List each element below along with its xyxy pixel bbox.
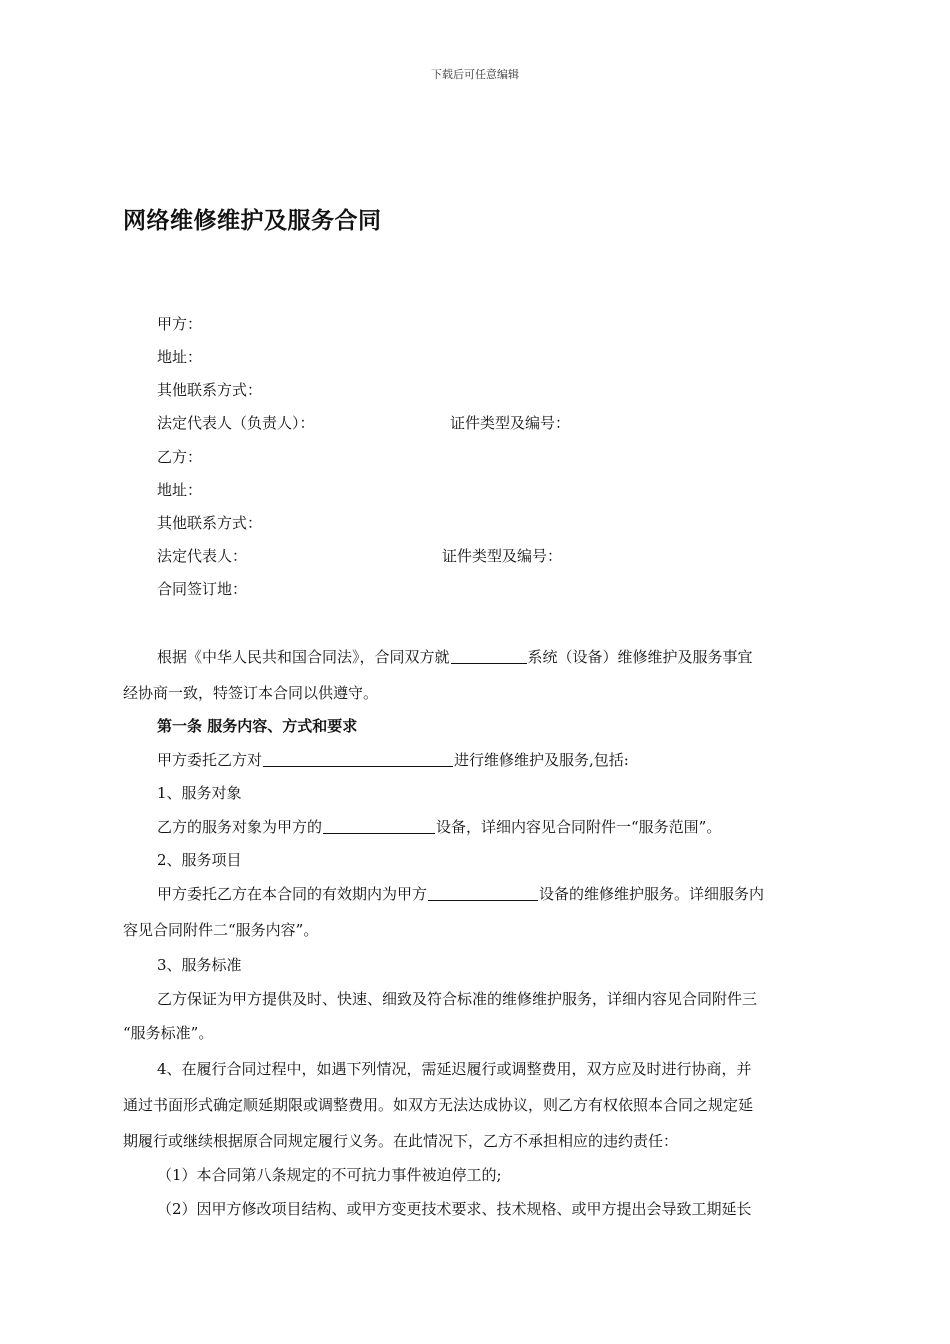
equipment-blank — [428, 885, 538, 901]
article-1-heading: 第一条 服务内容、方式和要求 — [157, 717, 358, 735]
system-blank — [451, 648, 527, 664]
item-4-text-3: 期履行或继续根据原合同规定履行义务。在此情况下，乙方不承担相应的违约责任： — [123, 1132, 679, 1150]
intro-line-2: 经协商一致，特签订本合同以供遵守。 — [123, 684, 379, 702]
item-1-title: 1、服务对象 — [157, 784, 242, 802]
party-a-label: 甲方： — [157, 315, 203, 333]
item-1-text: 乙方的服务对象为甲方的 设备，详细内容见合同附件一“服务范围”。 — [157, 818, 722, 836]
item-4-text-2: 通过书面形式确定顺延期限或调整费用。如双方无法达成协议，则乙方有权依照本合同之规定延 — [123, 1096, 754, 1114]
item-2-text-cont: 容见合同附件二“服务内容”。 — [123, 921, 319, 939]
item-2-text: 甲方委托乙方在本合同的有效期内为甲方 设备的维修维护服务。详细服务内 — [157, 885, 765, 903]
address-b-label: 地址： — [157, 481, 203, 499]
rep-b-label: 法定代表人： — [157, 547, 248, 565]
party-b-label: 乙方： — [157, 448, 203, 466]
entrust-line: 甲方委托乙方对 进行维修维护及服务,包括: — [157, 751, 629, 769]
sub-item-2: （2）因甲方修改项目结构、或甲方变更技术要求、技术规格、或甲方提出会导致工期延长 — [157, 1200, 752, 1218]
entrust-blank — [263, 751, 453, 767]
item-3-title: 3、服务标准 — [157, 956, 242, 974]
id-a-label: 证件类型及编号： — [450, 414, 571, 432]
item-2-title: 2、服务项目 — [157, 851, 242, 869]
sub-item-1: （1）本合同第八条规定的不可抗力事件被迫停工的; — [157, 1166, 502, 1184]
contact-a-label: 其他联系方式： — [157, 381, 263, 399]
item-3-text-cont: “服务标准”。 — [123, 1024, 214, 1042]
id-b-label: 证件类型及编号： — [442, 547, 563, 565]
object-blank — [323, 818, 435, 834]
item-4-text: 4、在履行合同过程中，如遇下列情况，需延迟履行或调整费用，双方应及时进行协商，并 — [157, 1060, 752, 1078]
rep-a-label: 法定代表人（负责人）： — [157, 414, 315, 432]
address-a-label: 地址： — [157, 348, 203, 366]
header-note: 下载后可任意编辑 — [431, 68, 519, 81]
contact-b-label: 其他联系方式： — [157, 514, 263, 532]
sign-place-label: 合同签订地： — [157, 580, 248, 598]
item-3-text: 乙方保证为甲方提供及时、快速、细致及符合标准的维修维护服务，详细内容见合同附件三 — [157, 990, 758, 1008]
contract-title: 网络维修维护及服务合同 — [123, 208, 382, 234]
intro-line-1: 根据《中华人民共和国合同法》，合同双方就 系统（设备）维修维护及服务事宜 — [157, 648, 753, 666]
